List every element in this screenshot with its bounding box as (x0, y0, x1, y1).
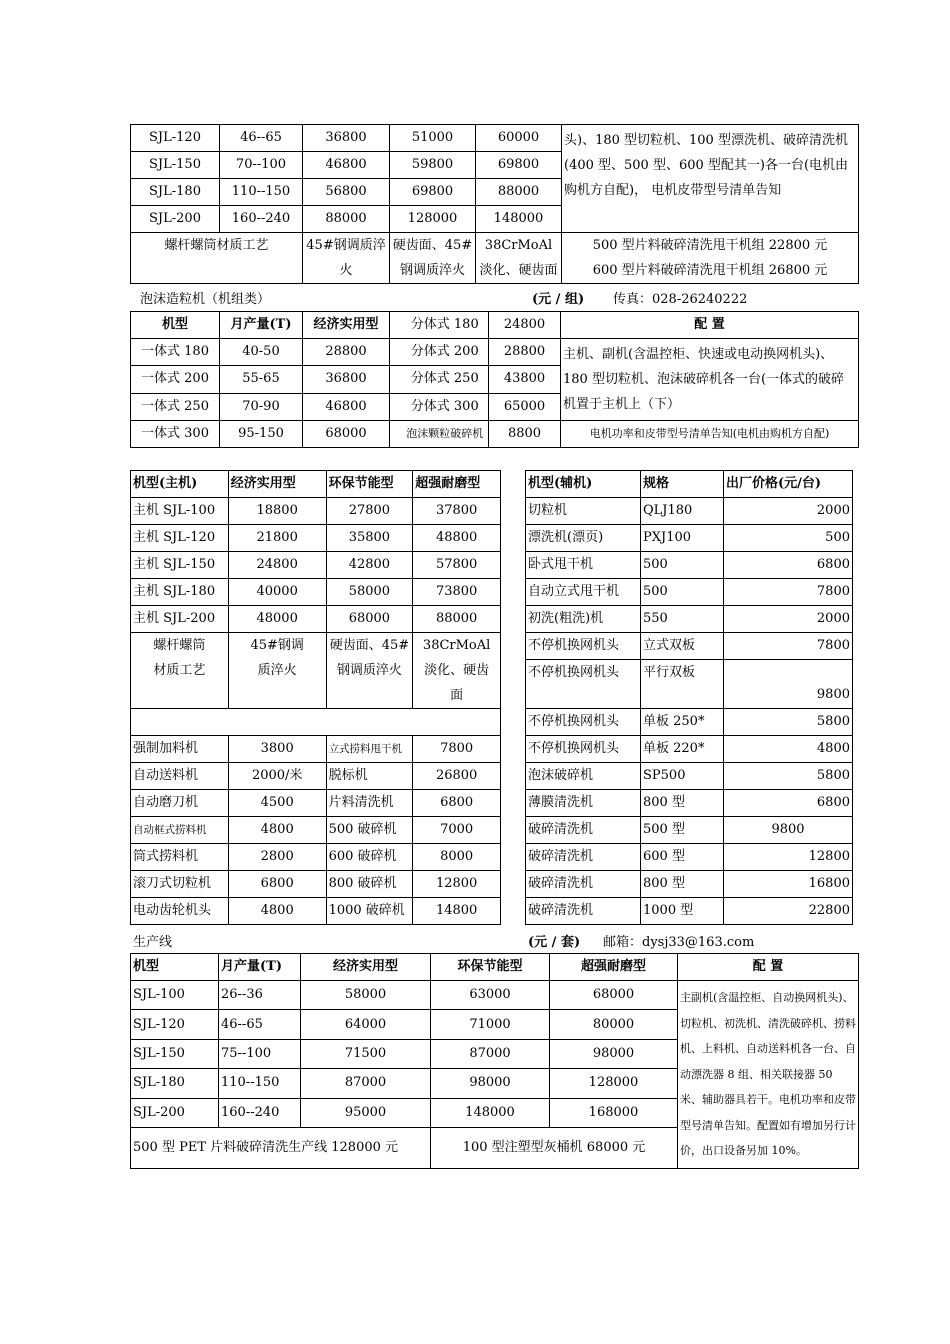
output-cell: 70--100 (220, 152, 303, 179)
table-row (526, 736, 853, 763)
config-cell: 主副机(含温控柜、自动换网机头)、切粒机、初洗机、清洗破碎机、捞料机、上料机、自动送料机各一台、自动漂洗器 8 组、相关联接器 50 米、辅助器具若干。电机功率和皮带型号清单告知。配置如有增加另行计价，出口设备另加 10%。 (678, 981, 859, 1169)
spec-cell: 1000 型 (641, 898, 724, 925)
table-row (131, 763, 501, 790)
spec-cell: 600 型 (641, 844, 724, 871)
table-row (131, 579, 501, 606)
spec-cell: 500 型 (641, 817, 724, 844)
spacer-row (131, 709, 501, 736)
column-header: 机型 (131, 312, 220, 339)
model-cell: SJL-150 (131, 152, 220, 179)
column-header: 环保节能型 (431, 954, 550, 981)
item-cell: 不停机换网机头 (526, 736, 641, 763)
price-cell: 98000 (550, 1039, 678, 1068)
item-cell: 筒式捞料机 (131, 844, 229, 871)
model-cell: 泡沫颗粒破碎机 (402, 421, 489, 448)
spec-cell: 800 型 (641, 790, 724, 817)
material-cell: 45#钢调质淬火 (303, 233, 390, 284)
model-cell: SJL-200 (131, 206, 220, 233)
price-cell: 87000 (431, 1039, 550, 1068)
price-cell: 2000/米 (228, 763, 326, 790)
price-cell: 68000 (550, 981, 678, 1010)
item-cell: 破碎清洗机 (526, 898, 641, 925)
model-cell: 一体式 300 (131, 421, 220, 448)
column-header: 经济实用型 (228, 471, 326, 498)
material-label: 螺杆螺筒材质工艺 (131, 233, 303, 284)
price-cell: 46800 (303, 393, 390, 420)
price-cell: 8800 (489, 421, 561, 448)
price-cell: 4800 (228, 898, 326, 925)
foam-section-title: 泡沫造粒机（机组类） (140, 292, 271, 307)
config-cell: 头)、180 型切粒机、100 型漂洗机、破碎清洗机(400 型、500 型、600 型配其一)各一台(电机由购机方自配)， 电机皮带型号清单告知 (562, 125, 859, 233)
model-cell: 分体式 180 (402, 312, 489, 339)
price-cell: 4800 (228, 817, 326, 844)
price-cell: 2000 (724, 606, 853, 633)
price-cell: 4800 (724, 736, 853, 763)
table-row (526, 498, 853, 525)
column-header: 机型(主机) (131, 471, 229, 498)
table-row (526, 871, 853, 898)
price-cell: 9800 (724, 660, 853, 709)
table-row (131, 871, 501, 898)
price-cell: 6800 (724, 790, 853, 817)
table-row (526, 606, 853, 633)
item-cell: 自动磨刀机 (131, 790, 229, 817)
item-cell: 泡沫破碎机 (526, 763, 641, 790)
price-cell: 46800 (303, 152, 390, 179)
table-row (526, 579, 853, 606)
config-note: 电机功率和皮带型号清单告知(电机由购机方自配) (561, 421, 859, 448)
output-cell: 110--150 (220, 179, 303, 206)
item-cell: 切粒机 (526, 498, 641, 525)
item-cell: 薄膜清洗机 (526, 790, 641, 817)
item-cell: 强制加料机 (131, 736, 229, 763)
price-cell: 51000 (390, 125, 476, 152)
output-cell: 95-150 (220, 421, 303, 448)
table-row (526, 709, 853, 736)
price-cell: 48800 (413, 525, 501, 552)
price-cell: 21800 (228, 525, 326, 552)
model-cell: 主机 SJL-150 (131, 552, 229, 579)
table-row (131, 844, 501, 871)
model-cell: SJL-180 (131, 1069, 219, 1098)
table-row (131, 633, 501, 709)
output-cell: 55-65 (220, 366, 303, 393)
model-cell: SJL-200 (131, 1098, 219, 1127)
price-cell: 4500 (228, 790, 326, 817)
price-cell: 71000 (431, 1010, 550, 1039)
output-cell: 46--65 (220, 125, 303, 152)
column-header: 环保节能型 (326, 471, 413, 498)
item-cell: 600 破碎机 (326, 844, 413, 871)
material-cell: 硬齿面、45#钢调质淬火 (326, 633, 413, 709)
footer-cell: 500 型 PET 片料破碎清洗生产线 128000 元 (131, 1128, 431, 1168)
spec-cell: 立式双板 (641, 633, 724, 660)
column-header: 出厂价格(元/台) (724, 471, 853, 498)
price-cell: 6800 (724, 552, 853, 579)
price-cell: 148000 (476, 206, 562, 233)
item-cell: 破碎清洗机 (526, 844, 641, 871)
fax-number: 传真：028-26240222 (613, 292, 748, 307)
price-cell: 18800 (228, 498, 326, 525)
price-cell: 5800 (724, 709, 853, 736)
price-cell: 12800 (413, 871, 501, 898)
price-cell: 87000 (301, 1069, 431, 1098)
output-cell: 70-90 (220, 393, 303, 420)
model-cell: SJL-100 (131, 981, 219, 1010)
price-cell: 88000 (413, 606, 501, 633)
production-line-title: 生产线 (133, 935, 173, 950)
price-cell: 2800 (228, 844, 326, 871)
output-cell: 160--240 (219, 1098, 301, 1127)
config-cell: 主机、副机(含温控柜、快速或电动换网机头)、180 型切粒机、泡沫破碎机各一台(一体式的破碎机置于主机上（下） (561, 339, 859, 421)
price-cell: 42800 (326, 552, 413, 579)
price-cell: 36800 (303, 125, 390, 152)
model-cell: 主机 SJL-180 (131, 579, 229, 606)
column-header: 超强耐磨型 (413, 471, 501, 498)
item-cell: 脱标机 (326, 763, 413, 790)
item-cell: 漂洗机(漂页) (526, 525, 641, 552)
price-cell: 88000 (476, 179, 562, 206)
table-header-row (526, 471, 853, 498)
table-header-row (131, 471, 501, 498)
material-cell: 硬齿面、45#钢调质淬火 (390, 233, 476, 284)
price-cell: 80000 (550, 1010, 678, 1039)
price-cell: 73800 (413, 579, 501, 606)
material-cell: 38CrMoAl 淡化、硬齿面 (476, 233, 562, 284)
price-cell: 7800 (724, 579, 853, 606)
material-cell: 38CrMoAl 淡化、硬齿面 (413, 633, 501, 709)
table-header-row (131, 312, 859, 339)
item-cell: 片料清洗机 (326, 790, 413, 817)
price-cell: 37800 (413, 498, 501, 525)
price-cell: 22800 (724, 898, 853, 925)
price-cell: 500 (724, 525, 853, 552)
output-cell: 75--100 (219, 1039, 301, 1068)
column-header: 规格 (641, 471, 724, 498)
table-row (131, 898, 501, 925)
output-cell: 46--65 (219, 1010, 301, 1039)
model-cell: 分体式 300 (402, 393, 489, 420)
table-row (131, 125, 859, 152)
item-cell: 破碎清洗机 (526, 817, 641, 844)
item-cell: 滚刀式切粒机 (131, 871, 229, 898)
price-cell: 35800 (326, 525, 413, 552)
model-cell: 主机 SJL-200 (131, 606, 229, 633)
item-cell: 电动齿轮机头 (131, 898, 229, 925)
table-row (526, 525, 853, 552)
price-cell: 6800 (228, 871, 326, 898)
model-cell: SJL-120 (131, 1010, 219, 1039)
price-cell: 14800 (413, 898, 501, 925)
price-cell: 43800 (489, 366, 561, 393)
item-cell: 自动框式捞料机 (131, 817, 229, 844)
table-row (526, 898, 853, 925)
model-cell: 一体式 180 (131, 339, 220, 366)
production-line-table (130, 953, 859, 1169)
spec-cell: 平行双板 (641, 660, 724, 709)
item-cell: 800 破碎机 (326, 871, 413, 898)
column-header: 机型 (131, 954, 219, 981)
table-row (526, 763, 853, 790)
item-cell: 1000 破碎机 (326, 898, 413, 925)
price-cell: 148000 (431, 1098, 550, 1127)
aux-machine-table (525, 470, 853, 925)
price-cell: 58000 (326, 579, 413, 606)
model-cell: SJL-120 (131, 125, 220, 152)
price-cell: 64000 (301, 1010, 431, 1039)
price-cell: 59800 (390, 152, 476, 179)
column-header: 超强耐磨型 (550, 954, 678, 981)
footer-cell: 100 型注塑型灰桶机 68000 元 (431, 1128, 678, 1168)
table-row (131, 339, 859, 366)
output-cell: 110--150 (219, 1069, 301, 1098)
price-cell: 68000 (303, 421, 390, 448)
price-cell: 60000 (476, 125, 562, 152)
spec-cell: 500 (641, 579, 724, 606)
table-row (131, 421, 859, 448)
table-row (131, 552, 501, 579)
price-cell: 48000 (228, 606, 326, 633)
price-cell: 63000 (431, 981, 550, 1010)
price-cell: 58000 (301, 981, 431, 1010)
table-row (131, 817, 501, 844)
table-row (526, 633, 853, 660)
price-cell: 68000 (326, 606, 413, 633)
spec-cell: QLJ180 (641, 498, 724, 525)
column-header: 月产量(T) (219, 954, 301, 981)
table-row (526, 660, 853, 709)
price-cell: 24800 (489, 312, 561, 339)
price-cell: 28800 (489, 339, 561, 366)
price-cell: 3800 (228, 736, 326, 763)
price-cell: 6800 (413, 790, 501, 817)
table-row (131, 498, 501, 525)
foam-unit: (元 / 组) (532, 292, 585, 307)
price-cell: 7000 (413, 817, 501, 844)
item-cell: 500 破碎机 (326, 817, 413, 844)
price-cell: 69800 (476, 152, 562, 179)
table-row (526, 552, 853, 579)
spec-cell: 800 型 (641, 871, 724, 898)
item-cell: 自动立式甩干机 (526, 579, 641, 606)
item-cell: 自动送料机 (131, 763, 229, 790)
price-cell: 40000 (228, 579, 326, 606)
material-cell: 45#钢调质淬火 (228, 633, 326, 709)
price-cell: 24800 (228, 552, 326, 579)
price-cell: 65000 (489, 393, 561, 420)
model-cell: 一体式 250 (131, 393, 220, 420)
price-cell: 56800 (303, 179, 390, 206)
material-label: 螺杆螺筒材质工艺 (131, 633, 229, 709)
price-cell: 98000 (431, 1069, 550, 1098)
price-cell: 168000 (550, 1098, 678, 1127)
spec-cell: 单板 250* (641, 709, 724, 736)
extruder-price-table-top (130, 124, 859, 284)
table-row (526, 844, 853, 871)
price-cell: 5800 (724, 763, 853, 790)
model-cell: 主机 SJL-100 (131, 498, 229, 525)
spec-cell: PXJ100 (641, 525, 724, 552)
price-cell: 95000 (301, 1098, 431, 1127)
spec-cell: 500 (641, 552, 724, 579)
main-machine-table (130, 470, 501, 925)
price-cell: 27800 (326, 498, 413, 525)
model-cell: 一体式 200 (131, 366, 220, 393)
spec-cell: 550 (641, 606, 724, 633)
price-cell: 28800 (303, 339, 390, 366)
price-cell: 2000 (724, 498, 853, 525)
table-header-row (131, 954, 859, 981)
model-cell: SJL-180 (131, 179, 220, 206)
extras-cell: 500 型片料破碎清洗甩干机组 22800 元 600 型片料破碎清洗甩干机组 26800 元 (562, 233, 859, 284)
table-row (131, 233, 859, 284)
output-cell: 26--36 (219, 981, 301, 1010)
price-cell: 12800 (724, 844, 853, 871)
item-cell: 卧式甩干机 (526, 552, 641, 579)
price-cell: 69800 (390, 179, 476, 206)
item-cell: 初洗(粗洗)机 (526, 606, 641, 633)
item-cell: 不停机换网机头 (526, 709, 641, 736)
item-cell: 不停机换网机头 (526, 660, 641, 709)
item-cell: 不停机换网机头 (526, 633, 641, 660)
table-row (131, 981, 859, 1010)
column-header: 机型(辅机) (526, 471, 641, 498)
price-cell: 7800 (724, 633, 853, 660)
item-cell: 立式捞料甩干机 (326, 736, 413, 763)
output-cell: 160--240 (220, 206, 303, 233)
price-cell: 57800 (413, 552, 501, 579)
table-row (526, 790, 853, 817)
table-row (131, 606, 501, 633)
output-cell: 40-50 (220, 339, 303, 366)
column-header: 经济实用型 (301, 954, 431, 981)
price-cell: 16800 (724, 871, 853, 898)
price-cell: 128000 (550, 1069, 678, 1098)
email-address: 邮箱：dysj33@163.com (603, 935, 755, 950)
price-cell: 88000 (303, 206, 390, 233)
spec-cell: SP500 (641, 763, 724, 790)
price-cell: 36800 (303, 366, 390, 393)
config-header: 配 置 (678, 954, 859, 981)
column-header: 经济实用型 (303, 312, 390, 339)
price-cell: 7800 (413, 736, 501, 763)
production-line-unit: (元 / 套) (528, 935, 581, 950)
price-cell: 128000 (390, 206, 476, 233)
config-header: 配 置 (561, 312, 859, 339)
spec-cell: 单板 220* (641, 736, 724, 763)
model-cell: 分体式 250 (402, 366, 489, 393)
table-row (526, 817, 853, 844)
item-cell: 破碎清洗机 (526, 871, 641, 898)
price-cell: 26800 (413, 763, 501, 790)
price-cell: 8000 (413, 844, 501, 871)
table-row (131, 736, 501, 763)
model-cell: 分体式 200 (402, 339, 489, 366)
table-row (131, 525, 501, 552)
price-cell: 71500 (301, 1039, 431, 1068)
foam-granulator-table (130, 311, 859, 448)
model-cell: 主机 SJL-120 (131, 525, 229, 552)
column-header: 月产量(T) (220, 312, 303, 339)
price-cell: 9800 (724, 817, 853, 844)
model-cell: SJL-150 (131, 1039, 219, 1068)
table-row (131, 790, 501, 817)
